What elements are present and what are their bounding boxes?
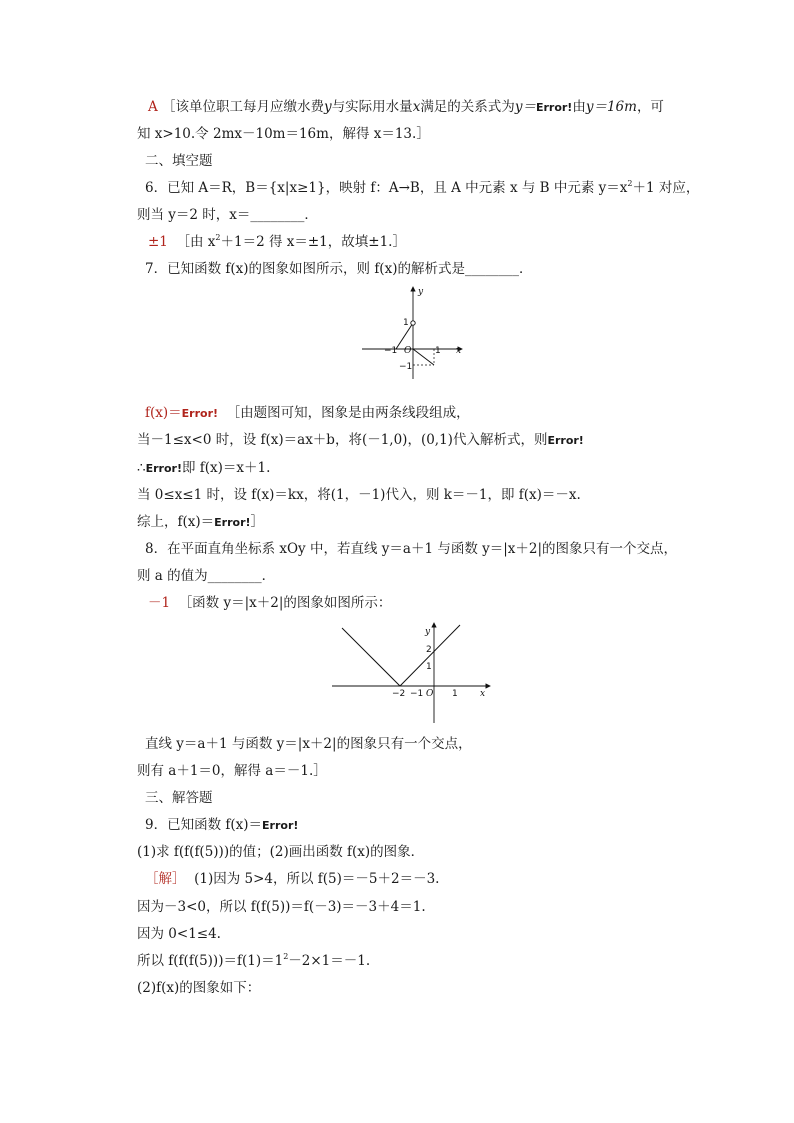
q8-answer-line [148, 593, 391, 613]
q6-answer-line [148, 232, 406, 252]
q7-segment-right [413, 349, 434, 365]
q9-line6-end: －2×1＝－1. [288, 953, 371, 969]
q6-question-line1 [145, 178, 699, 198]
q7-line3-text: 即 f(x)＝x＋1. [181, 460, 271, 476]
q8-answer: －1 [148, 595, 171, 611]
q7-line5 [137, 512, 264, 533]
q8-label-x: x [480, 689, 486, 699]
section2-title: 二、填空题 [145, 153, 213, 169]
q8-line3: 直线 y＝a＋1 与函数 y＝|x＋2|的图象只有一个交点， [145, 736, 472, 752]
q5-text6: y＝16m [585, 99, 637, 115]
q7-line4: 当 0≤x≤1 时，设 f(x)＝kx，将(1，－1)代入，则 k＝－1，即 f(x)＝－x. [137, 487, 581, 503]
q9-line4: 因为－3<0，所以 f(f(5))＝f(－3)＝－3＋4＝1. [137, 899, 426, 915]
q5-text2: 与实际用水量 [331, 99, 413, 115]
q9-line6 [137, 951, 370, 971]
q8-question-line1: 8．在平面直角坐标系 xOy 中，若直线 y＝a＋1 与函数 y＝|x＋2|的图象只有一个交点， [145, 541, 678, 557]
q5-line1 [148, 97, 664, 118]
q7-line2-error: Error! [547, 434, 584, 447]
q7-label-1-x: 1 [435, 346, 441, 356]
q7-line2 [137, 430, 584, 451]
q7-question: 7．已知函数 f(x)的图象如图所示，则 f(x)的解析式是________． [145, 261, 533, 277]
section3-title: 三、解答题 [145, 790, 213, 806]
q6-line1-text: 6．已知 A＝R，B＝{x|x≥1}，映射 f：A→B，且 A 中元素 x 与 B 中元素 y＝x [145, 180, 628, 196]
q9-error: Error! [262, 819, 299, 832]
q6-explanation-sup: 2 [215, 233, 221, 242]
q7-label-y: y [418, 287, 424, 297]
q8-label-1-x: 1 [452, 689, 458, 699]
q8-line4: 则有 a＋1＝0，解得 a＝－1.］ [137, 763, 327, 779]
q9-line6-sup: 2 [283, 952, 289, 961]
q9-solution-tag: ［解］ [145, 871, 186, 887]
q8-label-neg2: −2 [392, 689, 406, 699]
q7-line3 [137, 458, 270, 479]
q7-answer-error: Error! [181, 407, 219, 420]
q8-explanation: ［函数 y＝|x＋2|的图象如图所示： [178, 595, 392, 611]
q6-explanation-end: ＋1＝2 得 x＝±1，故填±1.］ [220, 234, 406, 250]
q5-error-placeholder: Error! [535, 101, 573, 114]
q8-question-line2: 则 a 的值为________． [137, 568, 276, 584]
q9-line3-text: (1)因为 5>4，所以 f(5)＝－5＋2＝－3. [194, 871, 440, 887]
q7-label-neg1-x: −1 [384, 346, 398, 356]
q5-text7: ，可 [636, 99, 664, 115]
q6-answer: ±1 [148, 234, 168, 250]
q7-label-neg1-y: −1 [399, 362, 413, 372]
q7-label-origin: O [404, 346, 412, 356]
q7-answer-prefix: f(x)＝ [145, 405, 182, 421]
q5-explanation-text: ［该单位职工每月应缴水费 [162, 99, 325, 115]
q7-line5-error: Error! [214, 516, 251, 529]
q7-therefore: ∴ [137, 460, 146, 476]
q8-graph-left [342, 628, 400, 686]
q6-question-line2: 则当 y＝2 时，x＝________． [137, 207, 318, 223]
q5-var-y: y [324, 99, 332, 115]
q7-answer [145, 405, 218, 421]
q9-line5: 因为 0<1≤4. [137, 926, 221, 942]
q8-label-neg1: −1 [410, 689, 424, 699]
q8-figure [328, 620, 494, 726]
q7-line5-text: 综上，f(x)＝ [137, 514, 215, 530]
q7-answer-line1 [145, 403, 470, 424]
q9-line7: (2)f(x)的图象如下： [137, 980, 261, 996]
q7-line3-error: Error! [145, 462, 182, 475]
q6-line1-end: ＋1 对应， [632, 180, 700, 196]
q5-line2: 知 x>10.令 2mx－10m＝16m，解得 x＝13.］ [137, 126, 430, 142]
q7-line5-end: ］ [250, 514, 265, 530]
q7-line2-text: 当－1≤x<0 时，设 f(x)＝ax＋b，将(－1,0)，(0,1)代入解析式，则 [137, 432, 548, 448]
q8-label-y: y [425, 627, 431, 637]
q9-line1-text: 9．已知函数 f(x)＝ [145, 817, 263, 833]
q7-figure [358, 285, 470, 381]
q5-text3: 满足的关系式为 [420, 99, 515, 115]
q9-line6-text: 所以 f(f(f(5)))＝f(1)＝1 [137, 953, 284, 969]
q7-label-x: x [456, 346, 462, 356]
q7-label-1: 1 [403, 318, 409, 328]
q7-open-point [411, 321, 415, 325]
q5-text4: y＝ [514, 99, 536, 115]
q9-solution-line1 [145, 869, 439, 889]
q6-explanation: ［由 x [176, 234, 216, 250]
q5-text5: 由 [572, 99, 586, 115]
q5-answer-letter: A [148, 99, 158, 115]
q8-label-1: 1 [426, 662, 432, 672]
q7-answer-rest: ［由题图可知，图象是由两条线段组成， [226, 405, 470, 421]
q9-question-line1 [145, 815, 298, 836]
q8-label-2: 2 [426, 645, 432, 655]
q5-var-x: x [412, 99, 421, 115]
q9-question-line2: (1)求 f(f(f(5)))的值；(2)画出函数 f(x)的图象． [137, 844, 425, 860]
q6-line1-sup: 2 [627, 179, 633, 188]
q8-label-origin: O [426, 689, 434, 699]
